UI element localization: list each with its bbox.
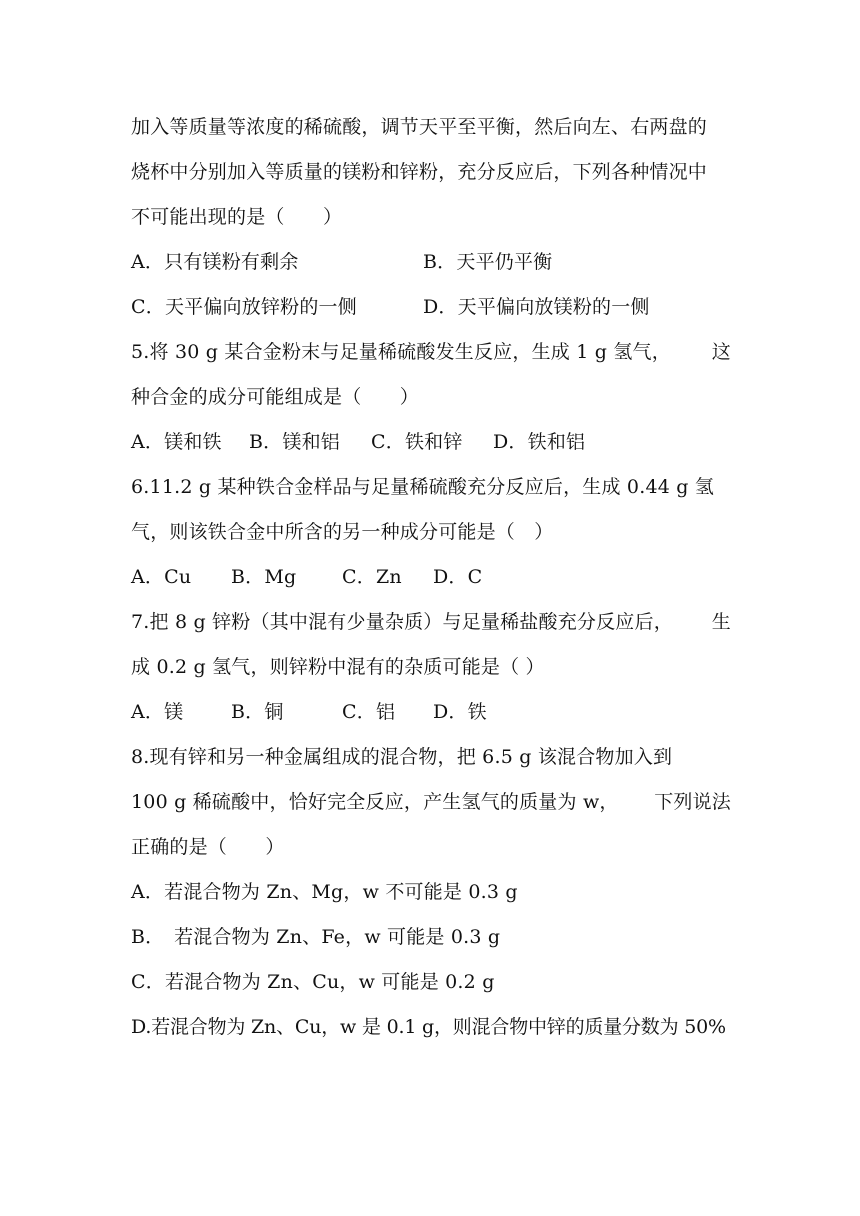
q5-option-b: B．镁和铝 (249, 431, 340, 453)
q6-option-c: C．Zn (342, 566, 402, 588)
q8-stem-line-1: 8.现有锌和另一种金属组成的混合物，把 6.5 g 该混合物加入到 (131, 746, 673, 768)
q4-stem-line-3: 不可能出现的是（ ） (131, 206, 343, 228)
q8-option-b: B． 若混合物为 Zn、Fe，w 可能是 0.3 g (131, 926, 501, 948)
q5-option-d: D．铁和铝 (493, 431, 586, 453)
q4-option-a: A．只有镁粉有剩余 (131, 251, 299, 273)
q6-option-b: B．Mg (231, 566, 297, 588)
q7-stem-line-1 (131, 610, 731, 634)
q8-stem-line-3: 正确的是（ ） (131, 836, 285, 858)
q8-stem-line-2-left: 100 g 稀硫酸中，恰好完全反应，产生氢气的质量为 w， (131, 791, 619, 813)
q6-option-d: D．C (433, 566, 483, 588)
q7-option-b: B．铜 (231, 701, 284, 723)
q7-option-d: D．铁 (433, 701, 487, 723)
q4-stem-line-1: 加入等质量等浓度的稀硫酸，调节天平至平衡，然后向左、右两盘的 (131, 116, 708, 138)
q7-stem-line-1-right: 生 (711, 611, 731, 633)
q4-option-b: B．天平仍平衡 (423, 251, 553, 273)
q6-option-a: A．Cu (131, 566, 192, 588)
q8-option-a: A．若混合物为 Zn、Mg，w 不可能是 0.3 g (131, 881, 518, 903)
q5-stem-line-1 (131, 340, 731, 364)
q5-option-a: A．镁和铁 (131, 431, 222, 453)
q6-stem-line-1: 6.11.2 g 某种铁合金样品与足量稀硫酸充分反应后，生成 0.44 g 氢 (131, 476, 715, 498)
q5-stem-line-1-right: 这 (711, 341, 731, 363)
q6-stem-line-2: 气，则该铁合金中所含的另一种成分可能是（ ） (131, 521, 554, 543)
q8-stem-line-2 (131, 790, 731, 814)
q8-option-d: D.若混合物为 Zn、Cu，w 是 0.1 g，则混合物中锌的质量分数为 50% (131, 1016, 726, 1038)
q7-option-a: A．镁 (131, 701, 184, 723)
q8-option-c: C．若混合物为 Zn、Cu，w 可能是 0.2 g (131, 971, 495, 993)
q4-option-d: D．天平偏向放镁粉的一侧 (423, 296, 650, 318)
q7-stem-line-1-left: 7.把 8 g 锌粉（其中混有少量杂质）与足量稀盐酸充分反应后， (131, 611, 673, 633)
q5-stem-line-1-left: 5.将 30 g 某合金粉末与足量稀硫酸发生反应，生成 1 g 氢气， (131, 341, 671, 363)
q4-stem-line-2: 烧杯中分别加入等质量的镁粉和锌粉，充分反应后，下列各种情况中 (131, 161, 708, 183)
q7-option-c: C．铝 (342, 701, 396, 723)
q5-option-c: C．铁和锌 (371, 431, 463, 453)
q8-stem-line-2-right: 下列说法 (654, 791, 731, 813)
q7-stem-line-2: 成 0.2 g 氢气，则锌粉中混有的杂质可能是（ ） (131, 656, 545, 678)
q5-stem-line-2: 种合金的成分可能组成是（ ） (131, 386, 420, 408)
q4-option-c: C．天平偏向放锌粉的一侧 (131, 296, 357, 318)
